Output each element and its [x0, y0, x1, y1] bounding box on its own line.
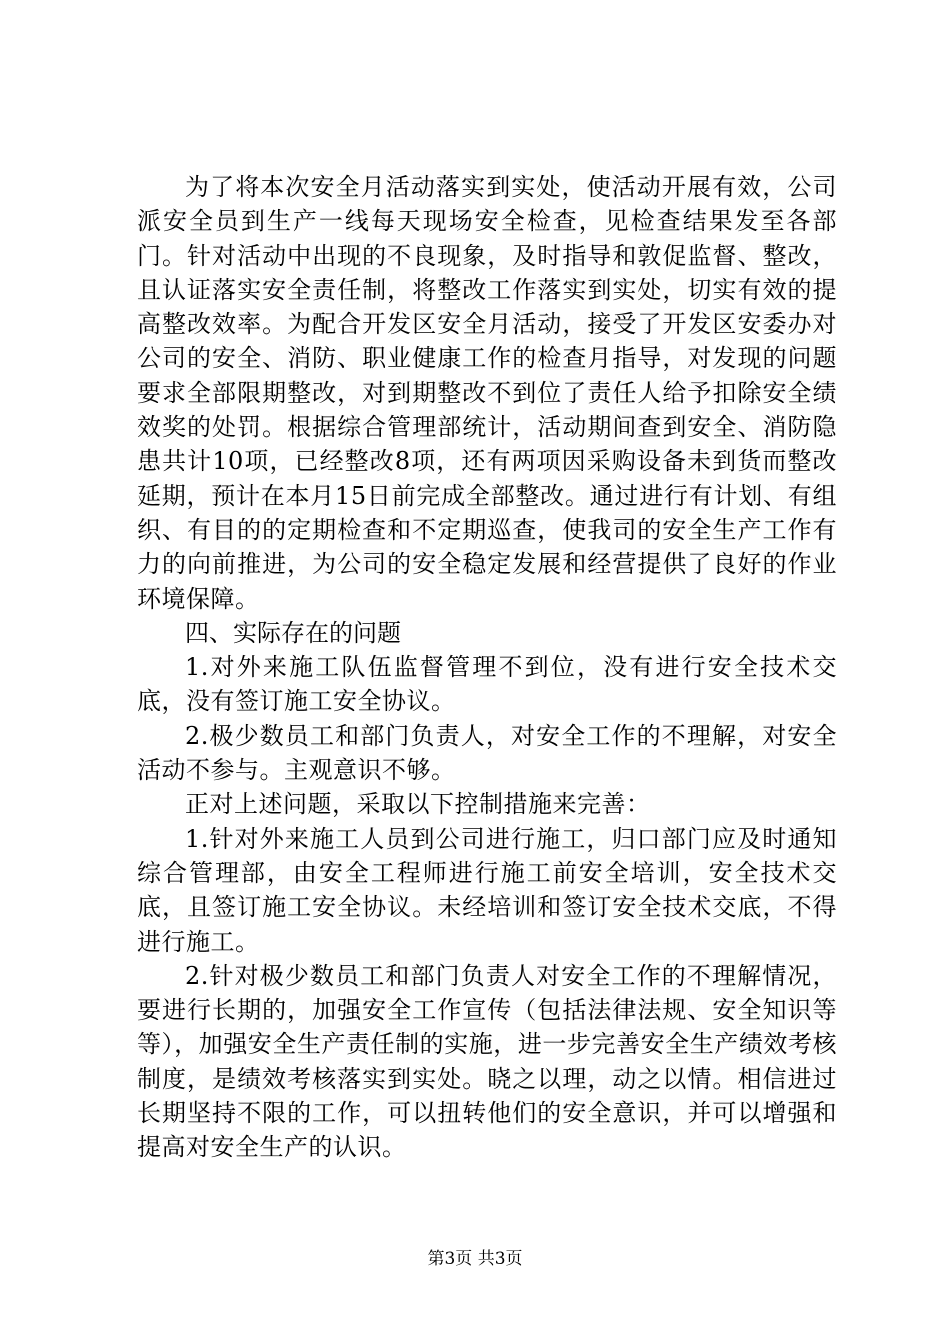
measures-intro: 正对上述问题，采取以下控制措施来完善：: [185, 790, 651, 819]
document-body: [137, 170, 837, 1165]
problem-item: 2.极少数员工和部门负责人，对安全工作的不理解，对安全活动不参与。主观意识不够。: [137, 721, 837, 785]
measure-item: 1.针对外来施工人员到公司进行施工，归口部门应及时通知综合管理部，由安全工程师进行施工前安全培训，安全技术交底，且签订施工安全协议。未经培训和签订安全技术交底，不得进行施工。: [137, 824, 837, 956]
measure-item: 2.针对极少数员工和部门负责人对安全工作的不理解情况，要进行长期的，加强安全工作宣传（包括法律法规、安全知识等等），加强安全生产责任制的实施，进一步完善安全生产绩效考核制度，是绩效考核落实到实处。晓之以理，动之以情。相信进过长期坚持不限的工作，可以扭转他们的安全意识，并可以增强和提高对安全生产的认识。: [137, 961, 837, 1162]
section-heading: 四、实际存在的问题: [185, 618, 401, 647]
problem-item: 1.对外来施工队伍监督管理不到位，没有进行安全技术交底，没有签订施工安全协议。: [137, 653, 837, 716]
body-paragraph: 为了将本次安全月活动落实到实处，使活动开展有效，公司派安全员到生产一线每天现场安全检查，见检查结果发至各部门。针对活动中出现的不良现象，及时指导和敦促监督、整改，且认证落实安全责任制，将整改工作落实到实处，切实有效的提高整改效率。为配合开发区安全月活动，接受了开发区安委办对公司的安全、消防、职业健康工作的检查月指导，对发现的问题要求全部限期整改，对到期整改不到位了责任人给予扣除安全绩效奖的处罚。根据综合管理部统计，活动期间查到安全、消防隐患共计10项，已经整改8项，还有两项因采购设备未到货而整改延期，预计在本月15日前完成全部整改。通过进行有计划、有组织、有目的的定期检查和不定期巡查，使我司的安全生产工作有力的向前推进，为公司的安全稳定发展和经营提供了良好的作业环境保障。: [137, 173, 837, 613]
page-footer: 第3页 共3页: [427, 1249, 523, 1269]
